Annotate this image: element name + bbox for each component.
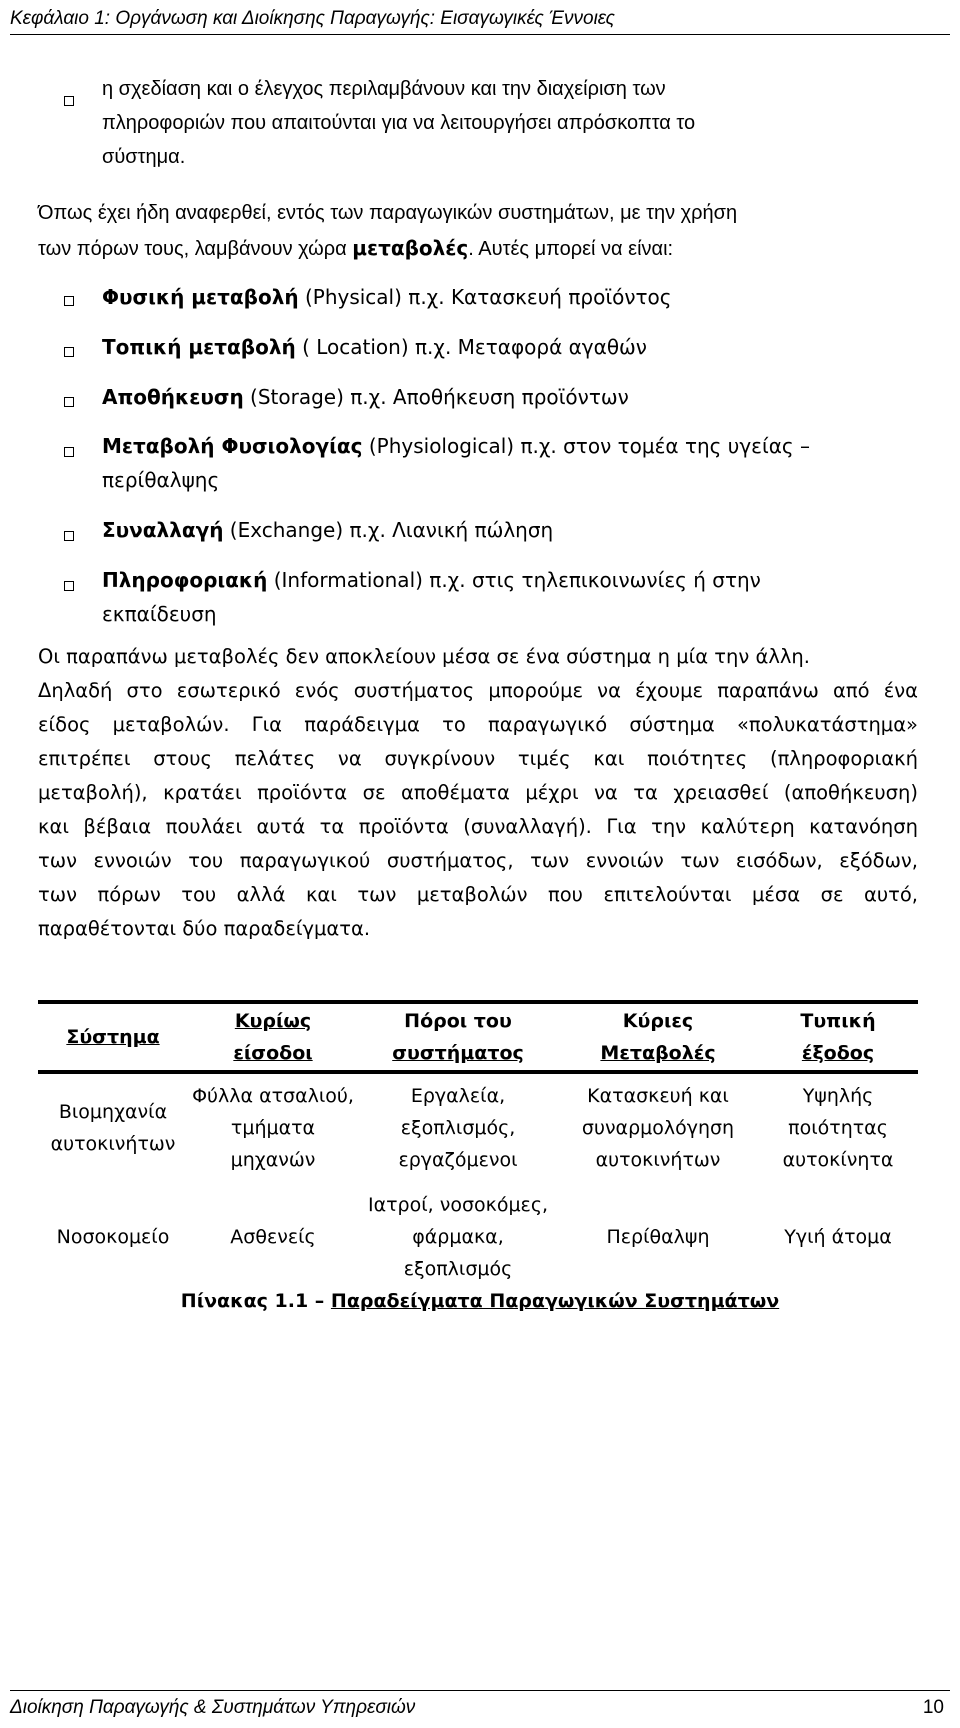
checkbox-bullet-icon [64, 96, 74, 106]
checkbox-bullet-icon [64, 531, 74, 541]
bullet-text [102, 568, 761, 592]
bullet-item [102, 518, 922, 548]
bullet-continuation: εκπαίδευση [102, 602, 217, 626]
bullet-term: Αποθήκευση [102, 385, 244, 409]
header-cell [558, 1002, 758, 1072]
production-systems-table [38, 1000, 918, 1292]
bullet-text [102, 518, 553, 542]
running-header [10, 8, 950, 35]
page-number: 10 [922, 1697, 944, 1718]
table-row [38, 1182, 918, 1292]
header-cell [188, 1002, 358, 1072]
bullet-desc: (Exchange) π.χ. Λιανική πώληση [223, 518, 554, 542]
intro-line-1: η σχεδίαση και ο έλεγχος περιλαμβάνουν και την διαχείριση των [102, 78, 666, 100]
bullet-text [102, 385, 629, 409]
paragraph-2 [38, 645, 918, 955]
checkbox-bullet-icon [64, 447, 74, 457]
para1-line2-start: των πόρων τους, λαμβάνουν χώρα [38, 238, 353, 260]
checkbox-bullet-icon [64, 347, 74, 357]
para2-line: παραθέτονται δύο παραδείγματα. [38, 917, 371, 940]
header-text: Μεταβολές [600, 1042, 716, 1064]
caption-label: Πίνακας 1.1 [180, 1290, 309, 1312]
bullet-desc: (Informational) π.χ. στις τηλεπικοινωνίες ή στην [267, 568, 761, 592]
checkbox-bullet-icon [64, 296, 74, 306]
header-cell [358, 1002, 558, 1072]
header-text: Κυρίως είσοδοι [233, 1010, 313, 1064]
header-text: έξοδος [801, 1042, 875, 1064]
bullet-item [102, 385, 922, 415]
intro-line-2: πληροφοριών που απαιτούνται για να λειτουργήσει απρόσκοπτα το [102, 112, 696, 134]
caption-dash: – [308, 1290, 331, 1312]
intro-bullet-text [102, 78, 922, 198]
para2-line: επιτρέπει στους πελάτες να συγκρίνουν τιμές και ποιότητες (πληροφοριακή [38, 747, 918, 770]
bullet-desc: (Physiological) π.χ. στον τομέα της υγείας – [362, 434, 811, 458]
para1-keyword: μεταβολές [352, 236, 469, 260]
bullet-desc: (Physical) π.χ. Κατασκευή προϊόντος [298, 285, 672, 309]
table-cell: Εργαλεία, εξοπλισμός, εργαζόμενοι [398, 1085, 518, 1171]
para2-line: είδος μεταβολών. Για παράδειγμα το παραγωγικό σύστημα «πολυκατάστημα» [38, 713, 918, 736]
para2-line: Δηλαδή στο εσωτερικό ενός συστήματος μπορούμε να έχουμε παραπάνω από ένα [38, 679, 918, 702]
header-text: Σύστημα [66, 1026, 160, 1048]
table-cell: Βιομηχανία αυτοκινήτων [50, 1101, 176, 1155]
para1-line-2 [38, 236, 673, 261]
header-text: Πόροι του [404, 1010, 512, 1032]
table-cell: Νοσοκομείο [56, 1226, 170, 1248]
table-cell: Υγιή άτομα [784, 1226, 892, 1248]
bullet-term: Μεταβολή Φυσιολογίας [102, 434, 363, 458]
header-text: Κύριες [622, 1010, 694, 1032]
bullet-item [102, 434, 922, 498]
table-cell: Ασθενείς [230, 1226, 316, 1248]
header-text: Τυπική [800, 1010, 876, 1032]
header-cell [758, 1002, 918, 1072]
bullet-term: Συναλλαγή [102, 518, 224, 542]
table-cell: Περίθαλψη [606, 1226, 710, 1248]
bullet-term: Φυσική μεταβολή [102, 285, 299, 309]
para2-line: των εννοιών του παραγωγικού συστήματος, των εννοιών των εισόδων, εξόδων, [38, 849, 918, 872]
bullet-item [102, 568, 922, 632]
header-title: Κεφάλαιο 1: Οργάνωση και Διοίκησης Παραγωγής: Εισαγωγικές Έννοιες [10, 8, 615, 29]
table-cell: Κατασκευή και συναρμολόγηση αυτοκινήτων [581, 1085, 735, 1171]
bullet-desc: ( Location) π.χ. Μεταφορά αγαθών [295, 335, 647, 359]
para1-line-1: Όπως έχει ήδη αναφερθεί, εντός των παραγωγικών συστημάτων, με την χρήση [38, 202, 738, 224]
header-text: συστήματος [392, 1042, 524, 1064]
checkbox-bullet-icon [64, 397, 74, 407]
intro-line-3: σύστημα. [102, 146, 186, 168]
bullet-term: Τοπική μεταβολή [102, 335, 296, 359]
bullet-item [102, 285, 922, 315]
para2-line: και βέβαια πουλάει αυτά τα προϊόντα (συναλλαγή). Για την καλύτερη κατανόηση [38, 815, 918, 838]
table-cell: Φύλλα ατσαλιού, τμήματα μηχανών [192, 1085, 354, 1171]
bullet-desc: (Storage) π.χ. Αποθήκευση προϊόντων [243, 385, 629, 409]
para1-line2-end: . Αυτές μπορεί να είναι: [468, 238, 674, 260]
page-footer [10, 1690, 950, 1719]
header-cell [38, 1002, 188, 1072]
table-row [38, 1072, 918, 1182]
table-header-row [38, 1002, 918, 1072]
table-caption [0, 1290, 960, 1312]
table-cell: Ιατροί, νοσοκόμες, φάρμακα, εξοπλισμός [367, 1194, 549, 1280]
caption-title: Παραδείγματα Παραγωγικών Συστημάτων [330, 1290, 780, 1312]
para2-line: Οι παραπάνω μεταβολές δεν αποκλείουν μέσα σε ένα σύστημα η μία την άλλη. [38, 645, 810, 668]
para2-line: των πόρων του αλλά και των μεταβολών που επιτελούνται μέσα σε αυτό, [38, 883, 918, 906]
table-cell: Υψηλής ποιότητας αυτοκίνητα [782, 1085, 894, 1171]
checkbox-bullet-icon [64, 581, 74, 591]
bullet-item [102, 335, 922, 365]
bullet-text [102, 335, 647, 359]
bullet-term: Πληροφοριακή [102, 568, 268, 592]
paragraph-1 [38, 202, 918, 272]
bullet-text [102, 434, 810, 458]
bullet-text [102, 285, 672, 309]
bullet-continuation: περίθαλψης [102, 468, 220, 492]
para2-line: μεταβολή), κρατάει προϊόντα σε αποθέματα μέχρι να τα χρειασθεί (αποθήκευση) [38, 781, 918, 804]
footer-title: Διοίκηση Παραγωγής & Συστημάτων Υπηρεσιών [10, 1697, 416, 1718]
